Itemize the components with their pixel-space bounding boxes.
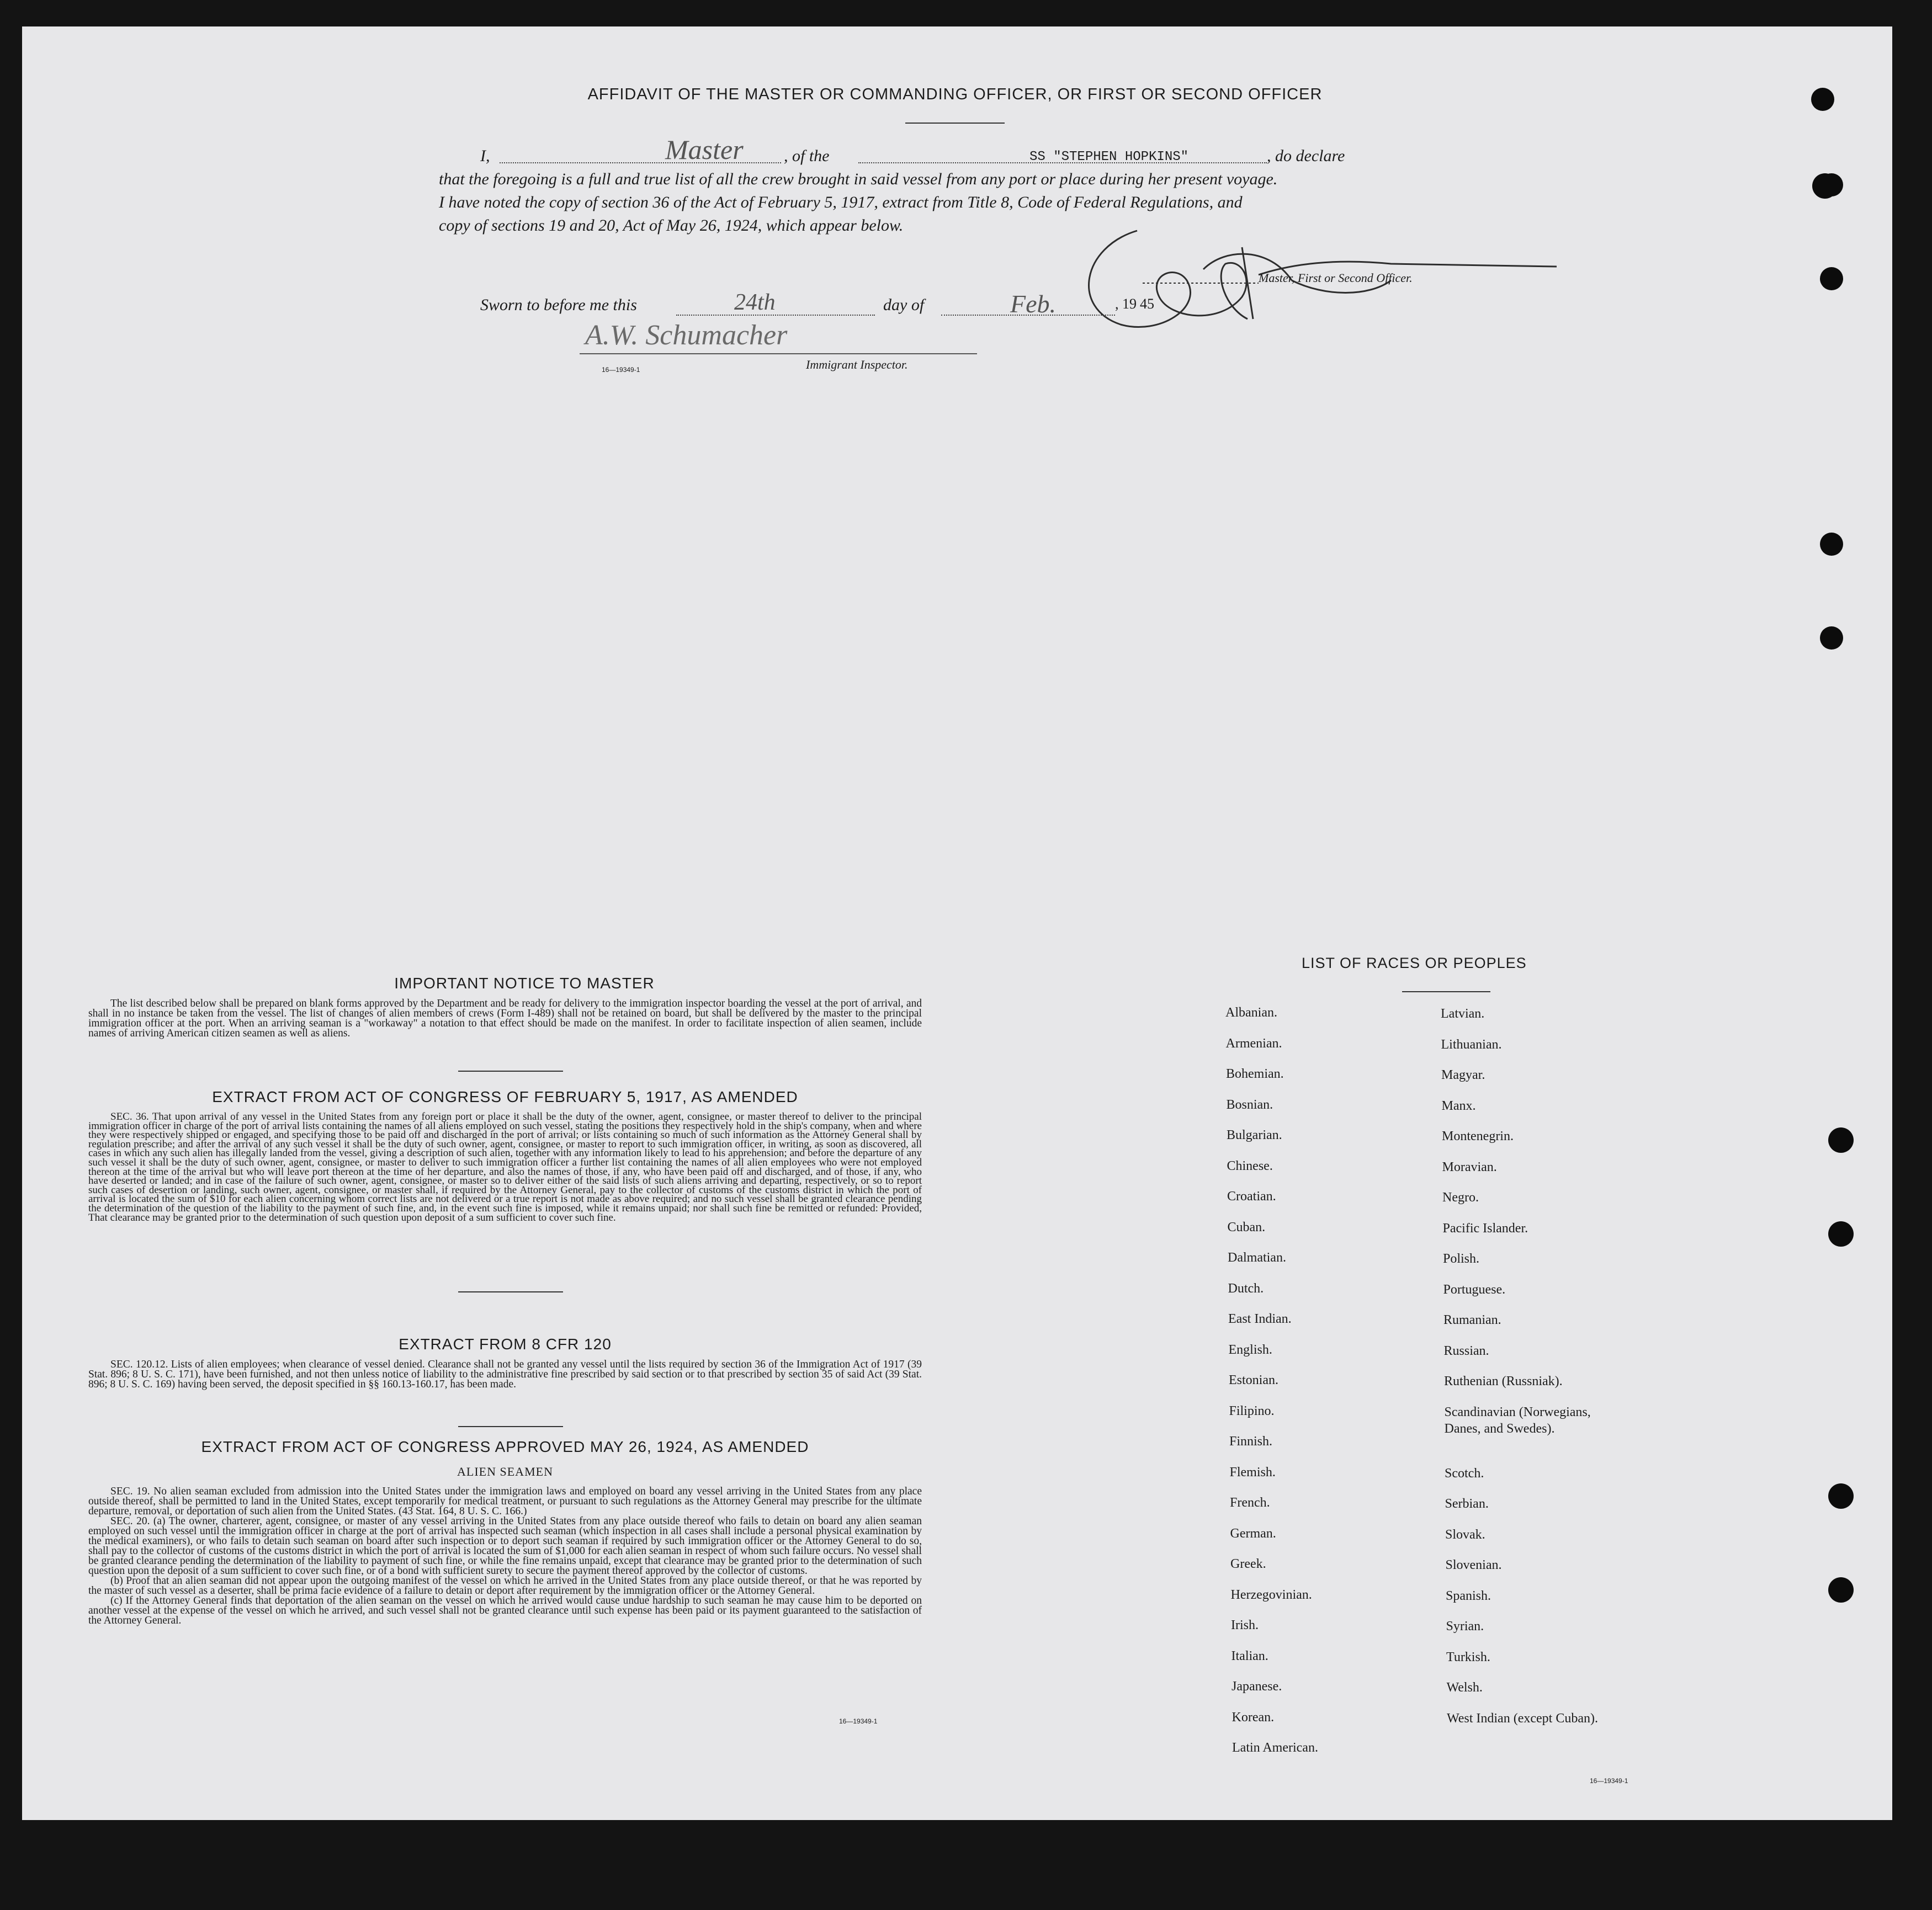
punch-hole xyxy=(1820,173,1843,196)
race-item: Cuban. xyxy=(1227,1220,1266,1235)
extract-1924-title: EXTRACT FROM ACT OF CONGRESS APPROVED MAY 26, 1924, AS AMENDED xyxy=(201,1438,809,1455)
race-item: French. xyxy=(1230,1496,1270,1510)
punch-hole xyxy=(1828,1127,1854,1153)
race-item: Korean. xyxy=(1232,1710,1275,1725)
race-item: Dalmatian. xyxy=(1228,1251,1286,1265)
race-item: Rumanian. xyxy=(1443,1313,1501,1327)
punch-hole xyxy=(1828,1483,1854,1509)
declaration-line-1 xyxy=(439,134,1477,168)
extract-cfr-text: SEC. 120.12. Lists of alien employees; when clearance of vessel denied. Clearance shall not be granted any vessel until the lists required by section 36 of the Immigration Act of 1917 (39 Stat. 896; 8 U. S. C. 171), have been furnished, and not then unless notice of liability to the administrative fine prescribed by said section or to that prescribed by section 35 of said Act (39 Stat. 896; 8 U. S. C. 169) having been served, the deposit specified in §§ 160.13-160.17, has been made. xyxy=(88,1359,922,1390)
race-item: Welsh. xyxy=(1446,1680,1483,1695)
race-item: Slovak. xyxy=(1445,1527,1485,1542)
paragraph: SEC. 20. (a) The owner, charterer, agent, consignee, or master of any vessel arriving in the United States from any place outside thereof who fails to detain on board any alien seaman employed on such vessel until the immigration officer in charge at the port of arrival has inspected such seaman (which inspection in all cases shall include a personal physical examination by the medical examiners), or who fails to detain such seaman on board after such inspection or to deport such seaman if required by such immigration officer or the Attorney General to do so, shall pay to the collector of customs of the customs district in which the port of arrival is located the sum of $1,000 for each alien seaman in respect of whom such failure occurs. No vessel shall be granted clearance pending the determination of the liability to payment of such fine, or while the fine remains unpaid, except that clearance may be granted prior to the determination of such question upon the deposit of a sum sufficient to cover such fine, or of a bond with sufficient surety to secure the payment thereof approved by the collector of customs. xyxy=(88,1515,922,1577)
do-declare-label: , do declare xyxy=(1267,147,1345,165)
declaration-line-3: I have noted the copy of section 36 of the Act of February 5, 1917, extract from Title 8, Code of Federal Regulations, and xyxy=(439,193,1243,211)
punch-hole xyxy=(1820,267,1843,290)
form-number: 16—19349-1 xyxy=(1590,1777,1628,1785)
form-number: 16—19349-1 xyxy=(839,1717,878,1725)
divider xyxy=(458,1071,563,1072)
race-item: Latin American. xyxy=(1232,1741,1318,1755)
race-item: Magyar. xyxy=(1441,1068,1485,1082)
race-item: Polish. xyxy=(1443,1252,1480,1266)
signature-label: Master, First or Second Officer. xyxy=(1259,271,1413,285)
punch-hole xyxy=(1820,533,1843,556)
race-item: Turkish. xyxy=(1446,1650,1490,1664)
race-item: Estonian. xyxy=(1229,1373,1278,1387)
extract-1924-text xyxy=(88,1487,922,1626)
race-item: Lithuanian. xyxy=(1441,1037,1502,1052)
race-item: West Indian (except Cuban). xyxy=(1447,1711,1598,1726)
race-item: Armenian. xyxy=(1225,1036,1282,1051)
divider xyxy=(458,1426,563,1427)
race-item: Latvian. xyxy=(1441,1007,1485,1021)
punch-hole xyxy=(1820,626,1843,650)
extract-1917-text: SEC. 36. That upon arrival of any vessel in the United States from any foreign port or place it shall be the duty of the owner, agent, consignee, or master thereof to deliver to the principal immigration officer in charge of the port of arrival lists containing the names of all aliens employed on such vessel, stating the positions they respectively hold in the ship's company, when and where they were respectively shipped or engaged, and specifying those to be paid off and discharged in the port of arrival; or lists containing so much of such information as the Attorney General shall by regulation prescribe; and after the arrival of any such vessel it shall be the duty of such owner, agent, consignee, or master to report to such immigration officer, in writing, as soon as discovered, all cases in which any such alien has illegally landed from the vessel, giving a description of such alien, together with any information likely to lead to his apprehension; and before the departure of any such vessel it shall be the duty of such owner, agent, consignee, or master to deliver to such immigration officer a further list containing the names of all alien employees who were not employed thereon at the time of the arrival but who will leave port thereon at the time of her departure, and also the names of those, if any, who have been paid off and discharged, and of those, if any, who have deserted or landed; and in case of the failure of such owner, agent, consignee, or master so to deliver either of the said lists of such aliens arriving and departing, respectively, or so to report such cases of desertion or landing, such owner, agent, consignee, or master shall, if required by the Attorney General, pay to the collector of customs of the customs district in which the port of arrival is located the sum of $10 for each alien concerning whom correct lists are not delivered or a true report is not made as above required; and no such vessel shall be granted clearance pending the determination of the question of the liability to the payment of such fine, and, in the event such fine is imposed, while it remains unpaid; nor shall such fine be remitted or refunded: Provided, That clearance may be granted prior to the determination of such question upon deposit of a sum sufficient to cover such fine. xyxy=(88,1111,922,1223)
sworn-day: 24th xyxy=(734,290,776,315)
race-item: East Indian. xyxy=(1228,1312,1292,1326)
punch-hole xyxy=(1828,1221,1854,1247)
race-item: Scandinavian (Norwegians, Danes, and Swedes). xyxy=(1444,1404,1591,1436)
race-item: Filipino. xyxy=(1229,1403,1275,1418)
divider xyxy=(905,123,1005,124)
race-item: Japanese. xyxy=(1232,1679,1282,1694)
race-item: Dutch. xyxy=(1228,1281,1264,1296)
race-item: German. xyxy=(1230,1526,1276,1541)
race-item: English. xyxy=(1228,1342,1272,1357)
document-page xyxy=(22,26,1892,1820)
punch-hole xyxy=(1811,88,1834,111)
notice-text: The list described below shall be prepared on blank forms approved by the Department and be ready for delivery to the immigration inspector boarding the vessel at the port of arrival, and shall in no instance be taken from the vessel. The list of changes of alien members of crews (Form I-489) shall not be retained on board, but shall be delivered by the master to the principal immigration officer at the port. When an arriving seaman is a "workaway" a notation to that effect should be made on the manifest. In order to facilitate inspection of alien seamen, include names of arriving American citizen seamen as well as aliens. xyxy=(88,998,922,1039)
inspector-signature: A.W. Schumacher xyxy=(585,320,788,351)
paragraph: (c) If the Attorney General finds that deportation of the alien seaman on the vessel on which he arrived would cause undue hardship to such seaman he may cause him to be deported on another vessel at the expense of the vessel on which he arrived, and such vessel shall not be granted clearance until such expense has been paid or its payment guaranteed to the satisfaction of the Attorney General. xyxy=(88,1595,922,1626)
race-item: Irish. xyxy=(1231,1618,1259,1632)
race-item: Greek. xyxy=(1230,1557,1266,1571)
race-item: Herzegovinian. xyxy=(1230,1587,1312,1602)
race-item: Moravian. xyxy=(1442,1159,1497,1174)
i-label: I, xyxy=(480,147,490,165)
race-item: Manx. xyxy=(1441,1098,1476,1113)
race-item: Portuguese. xyxy=(1443,1282,1506,1297)
race-item: Negro. xyxy=(1442,1190,1479,1205)
race-item: Russian. xyxy=(1443,1343,1489,1358)
inspector-label: Immigrant Inspector. xyxy=(806,358,908,371)
vessel-name: SS "STEPHEN HOPKINS" xyxy=(1029,150,1189,164)
race-item: Chinese. xyxy=(1227,1158,1273,1173)
race-item: Serbian. xyxy=(1445,1497,1489,1511)
extract-1924-subtitle: ALIEN SEAMEN xyxy=(457,1465,553,1478)
day-of-label: day of xyxy=(883,296,925,314)
race-item: Pacific Islander. xyxy=(1442,1221,1528,1236)
divider xyxy=(458,1291,563,1292)
notice-title: IMPORTANT NOTICE TO MASTER xyxy=(394,975,655,992)
handwritten-role: Master xyxy=(665,134,744,165)
paragraph: SEC. 19. No alien seaman excluded from admission into the United States under the immigration laws and employed on board any vessel arriving in the United States from any place outside thereof, shall be permitted to land in the United States, except temporarily for medical treatment, or pursuant to such regulations as the Attorney General may prescribe for the ultimate departure, removal, or deportation of such alien from the United States. (43 Stat. 164, 8 U. S. C. 166.) xyxy=(88,1486,922,1517)
race-item: Bosnian. xyxy=(1226,1097,1273,1112)
sworn-month: Feb. xyxy=(1010,290,1057,318)
race-item: Finnish. xyxy=(1229,1434,1273,1449)
race-item: Croatian. xyxy=(1227,1189,1276,1204)
sworn-year: 45 xyxy=(1140,296,1154,312)
race-item: Bulgarian. xyxy=(1227,1128,1282,1142)
extract-1917-title: EXTRACT FROM ACT OF CONGRESS OF FEBRUARY 5, 1917, AS AMENDED xyxy=(212,1088,798,1105)
race-item: Ruthenian (Russniak). xyxy=(1444,1374,1563,1388)
sworn-label: Sworn to before me this xyxy=(480,296,637,314)
extract-cfr-title: EXTRACT FROM 8 CFR 120 xyxy=(399,1336,612,1353)
divider xyxy=(1402,991,1490,992)
race-item: Italian. xyxy=(1231,1648,1268,1663)
race-item: Spanish. xyxy=(1446,1588,1492,1603)
race-item: Slovenian. xyxy=(1445,1558,1502,1572)
of-the-label: , of the xyxy=(784,147,830,165)
declaration-line-2: that the foregoing is a full and true list of all the crew brought in said vessel from any port or place during her present voyage. xyxy=(439,170,1278,188)
dotted-line xyxy=(676,315,875,316)
form-number: 16—19349-1 xyxy=(602,366,640,374)
race-item: Scotch. xyxy=(1445,1466,1484,1481)
race-item: Bohemian. xyxy=(1226,1067,1284,1081)
affidavit-title: AFFIDAVIT OF THE MASTER OR COMMANDING OFFICER, OR FIRST OR SECOND OFFICER xyxy=(587,86,1323,103)
punch-hole xyxy=(1828,1577,1854,1603)
inspector-line xyxy=(580,353,977,354)
races-title: LIST OF RACES OR PEOPLES xyxy=(1302,955,1527,971)
race-item: Flemish. xyxy=(1229,1465,1276,1480)
year-prefix: , 19 xyxy=(1115,296,1137,312)
paragraph: (b) Proof that an alien seaman did not appear upon the outgoing manifest of the vessel on which he arrived in the United States from any place outside thereof, or that he was reported by the master of such vessel as a deserter, shall be prima facie evidence of a failure to detain or deport after requirement by the immigration officer or the Attorney General. xyxy=(88,1575,922,1597)
race-item: Albanian. xyxy=(1225,1005,1277,1020)
race-item: Montenegrin. xyxy=(1442,1129,1514,1143)
race-item: Syrian. xyxy=(1446,1619,1484,1634)
declaration-line-4: copy of sections 19 and 20, Act of May 26, 1924, which appear below. xyxy=(439,216,904,235)
